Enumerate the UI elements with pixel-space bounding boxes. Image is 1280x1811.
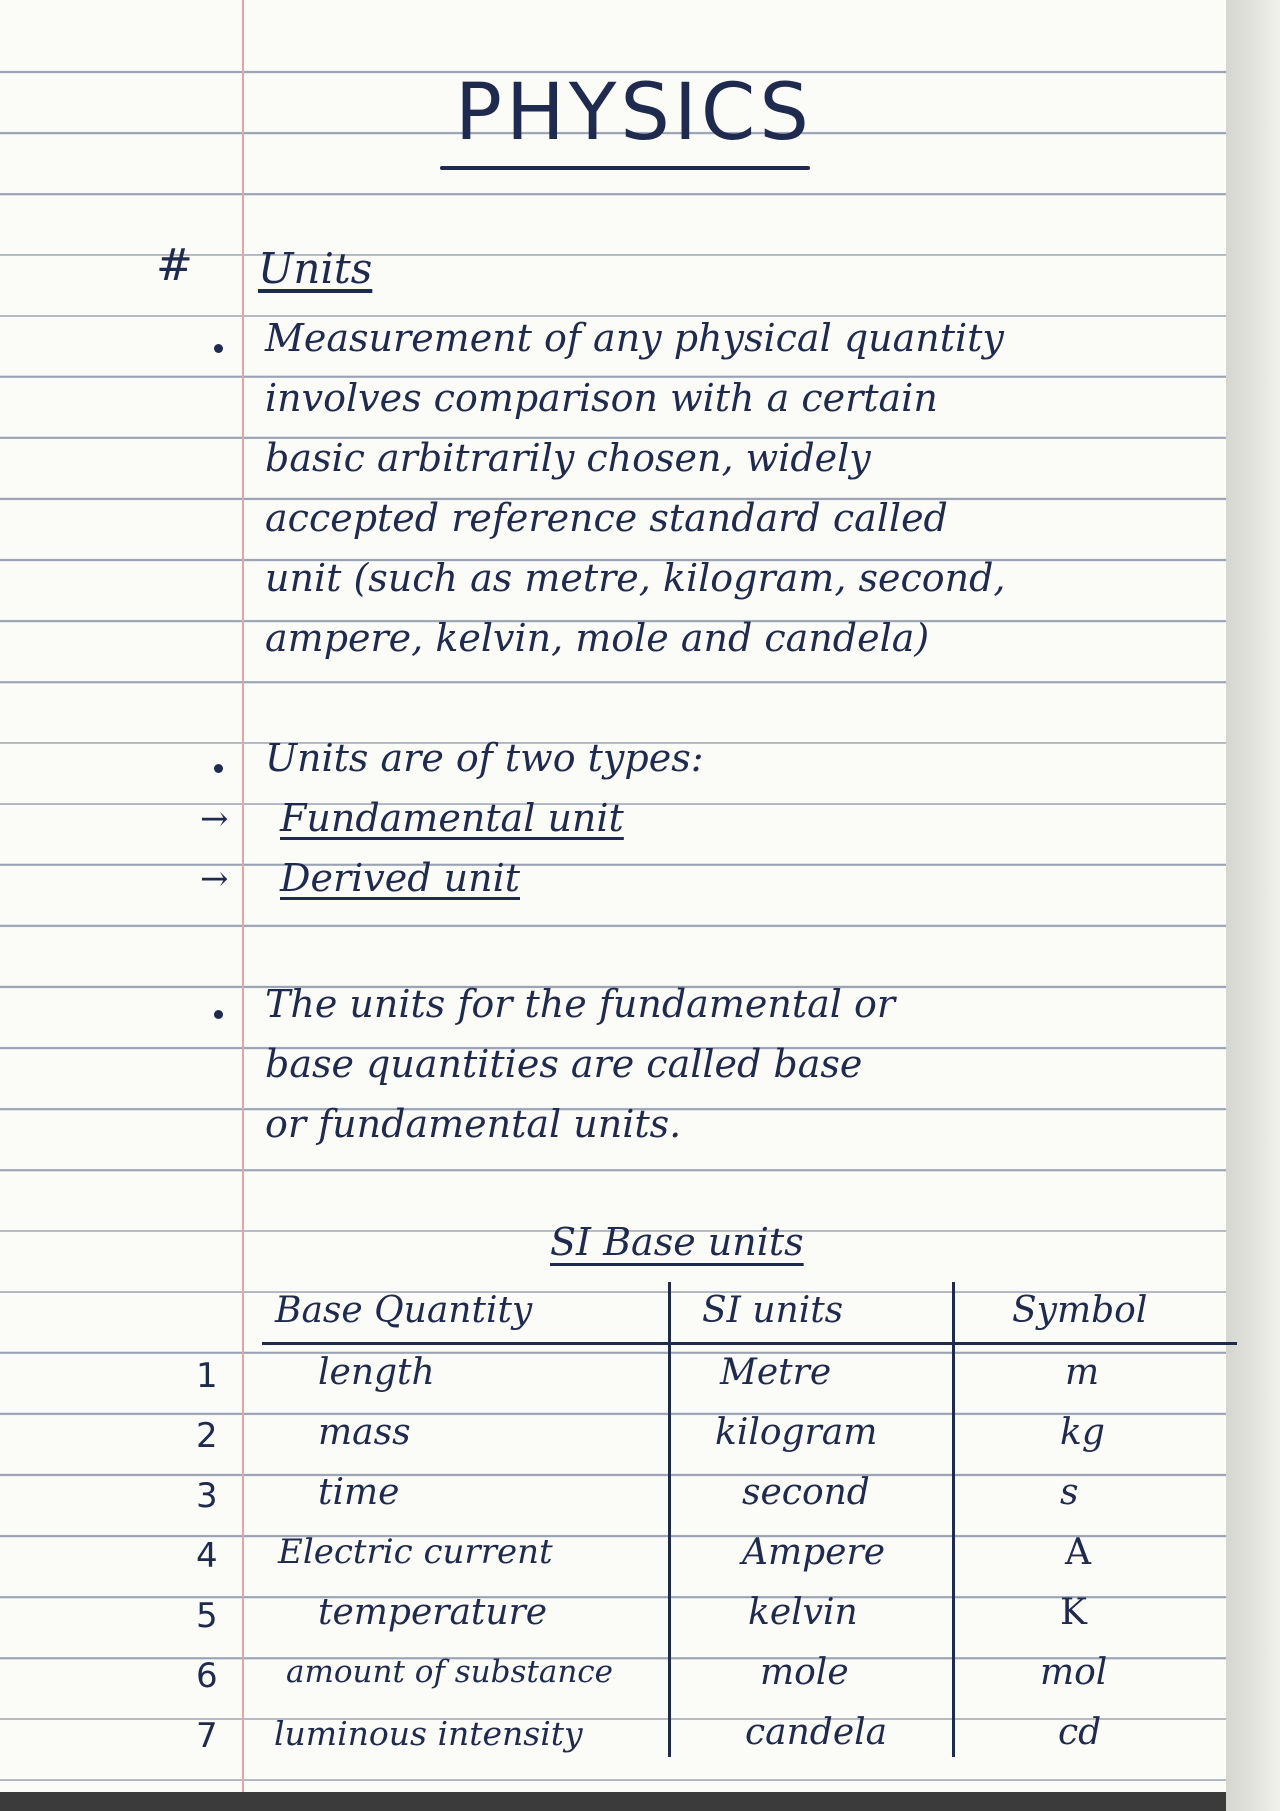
cell-quantity: mass: [318, 1412, 411, 1453]
section-heading: Units: [258, 244, 373, 293]
row-number: 4: [196, 1536, 218, 1576]
cell-unit: kelvin: [748, 1592, 858, 1633]
types-intro: Units are of two types:: [265, 736, 704, 780]
row-number: 6: [196, 1656, 218, 1696]
row-number: 1: [196, 1356, 218, 1396]
cell-symbol: cd: [1058, 1712, 1102, 1753]
paragraph1-line: accepted reference standard called: [265, 496, 948, 540]
cell-quantity: length: [318, 1352, 435, 1393]
unit-type-fundamental: Fundamental unit: [280, 796, 624, 840]
page-edge: [1226, 0, 1280, 1811]
column-header-symbol: Symbol: [1012, 1290, 1148, 1331]
cell-symbol: K: [1060, 1592, 1087, 1633]
cell-unit: mole: [760, 1652, 849, 1693]
arrow-icon: →: [200, 859, 229, 899]
bullet-dot: [214, 1010, 223, 1019]
cell-symbol: m: [1065, 1352, 1100, 1393]
arrow-icon: →: [200, 799, 229, 839]
paragraph3-line: The units for the fundamental or: [265, 982, 896, 1026]
cell-quantity: Electric current: [278, 1532, 553, 1572]
column-divider: [668, 1282, 671, 1757]
margin-line: [242, 0, 244, 1811]
cell-unit: Ampere: [742, 1532, 885, 1573]
paragraph3-line: base quantities are called base: [265, 1042, 863, 1086]
paragraph1-line: involves comparison with a certain: [265, 376, 938, 420]
paragraph1-line: Measurement of any physical quantity: [265, 316, 1004, 360]
title-underline: [440, 166, 810, 170]
bullet-dot: [214, 764, 223, 773]
cell-unit: candela: [745, 1712, 888, 1753]
paragraph3-line: or fundamental units.: [265, 1102, 682, 1146]
header-underline: [262, 1342, 1237, 1345]
paragraph1-line: basic arbitrarily chosen, widely: [265, 436, 871, 480]
cell-symbol: A: [1065, 1532, 1091, 1573]
page-title: PHYSICS: [455, 68, 813, 158]
cell-symbol: mol: [1040, 1652, 1108, 1693]
cell-quantity: luminous intensity: [274, 1714, 583, 1753]
row-number: 2: [196, 1416, 218, 1456]
heading-hash: #: [156, 240, 193, 291]
cell-unit: second: [742, 1472, 870, 1513]
cell-quantity: temperature: [318, 1592, 548, 1633]
cell-unit: kilogram: [715, 1412, 878, 1453]
column-header-si-units: SI units: [702, 1290, 844, 1331]
bullet-dot: [214, 344, 223, 353]
row-number: 5: [196, 1596, 218, 1636]
cell-symbol: s: [1060, 1472, 1079, 1513]
column-divider: [952, 1282, 955, 1757]
page-bottom-edge: [0, 1792, 1226, 1811]
cell-symbol: kg: [1060, 1412, 1105, 1453]
unit-type-derived: Derived unit: [280, 856, 521, 900]
paragraph1-line: ampere, kelvin, mole and candela): [265, 616, 930, 660]
table-title: SI Base units: [550, 1220, 804, 1264]
cell-quantity: time: [318, 1472, 400, 1513]
cell-unit: Metre: [720, 1352, 832, 1393]
cell-quantity: amount of substance: [286, 1654, 614, 1690]
column-header-quantity: Base Quantity: [275, 1290, 533, 1331]
row-number: 3: [196, 1476, 218, 1516]
paragraph1-line: unit (such as metre, kilogram, second,: [265, 556, 1006, 600]
row-number: 7: [196, 1716, 218, 1756]
